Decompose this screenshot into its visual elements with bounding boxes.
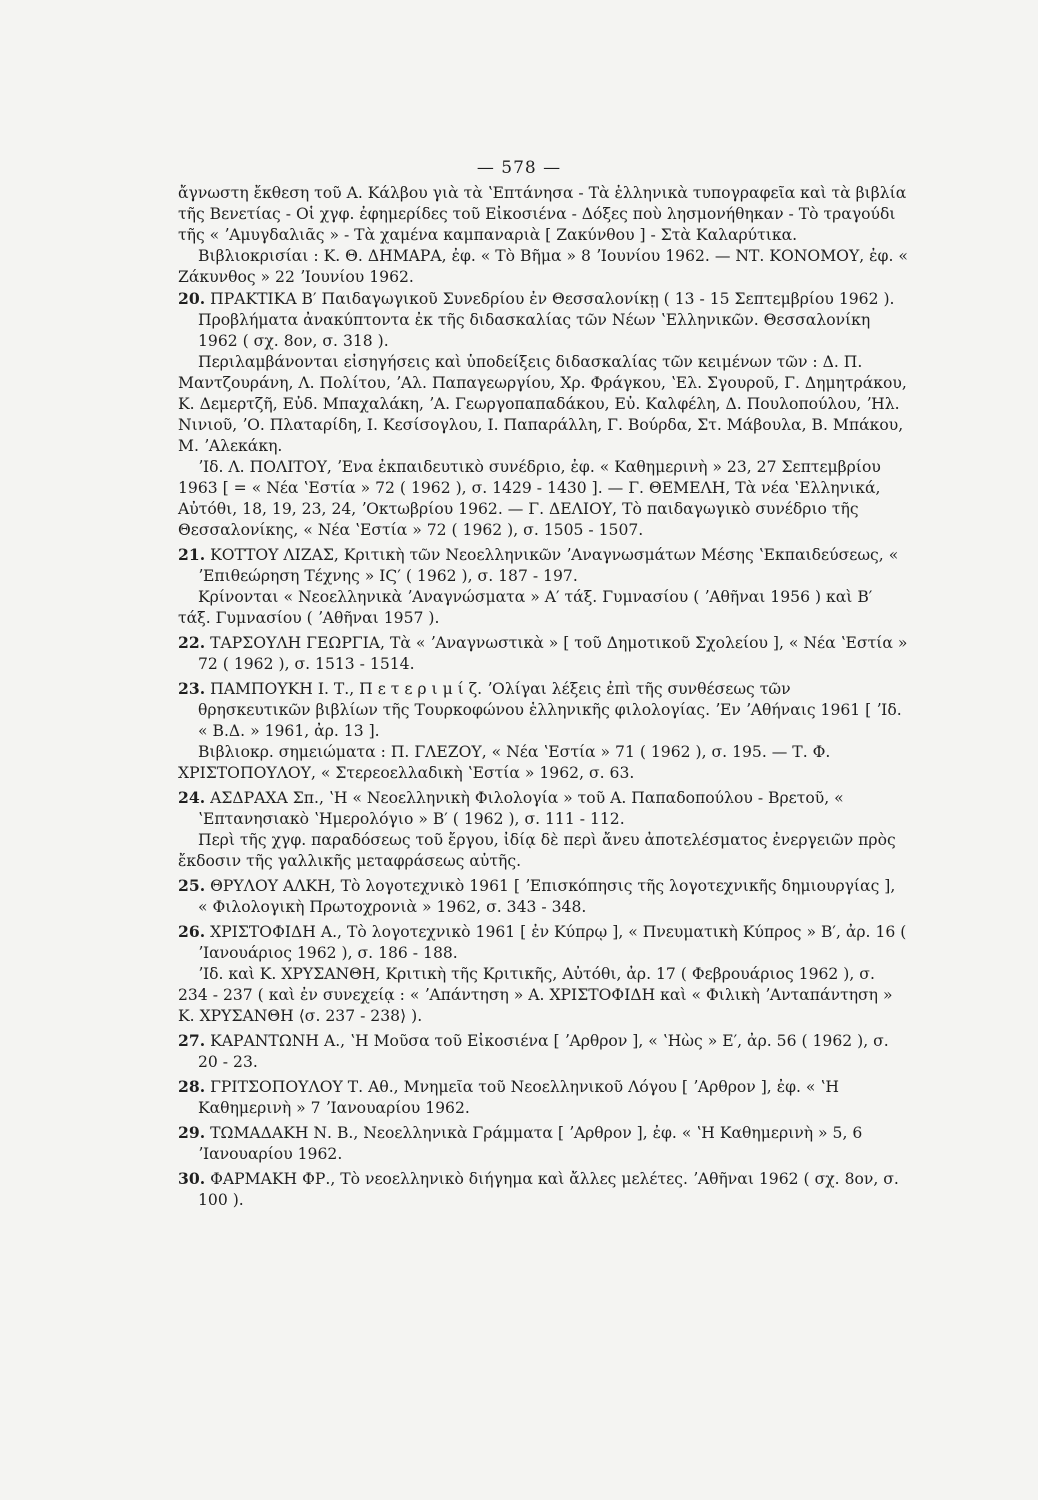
entry-heading (178, 787, 908, 830)
entry-21 (178, 544, 908, 629)
entry-heading (178, 544, 908, 587)
entry-text: ΤΩΜΑΔΑΚΗ Ν. Β., Νεοελληνικὰ Γράμματα [ ʼΑρθρον ], ἐφ. « ʽΗ Καθημερινὴ » 5, 6 ʼΙανουαρίου 1962. (198, 1124, 863, 1163)
entry-heading (178, 678, 908, 742)
entry-heading (178, 1122, 908, 1165)
entry-number: 23. (178, 679, 206, 698)
entry-text: ΧΡΙΣΤΟΦΙΔΗ Α., Τὸ λογοτεχνικὸ 1961 [ ἐν Κύπρῳ ], « Πνευματικὴ Κύπρος » Β′, ἀρ. 16 ( ʼΙανουάριος 1962 ), σ. 186 - 188. (198, 923, 907, 962)
entry-text: ΚΑΡΑΝΤΩΝΗ Α., ʽΗ Μοῦσα τοῦ Εἰκοσιένα [ ʼΑρθρον ], « ʽΗὼς » Ε′, ἀρ. 56 ( 1962 ), σ. 20 - 23. (198, 1032, 889, 1071)
entry-26 (178, 921, 908, 1027)
entry-number: 28. (178, 1077, 206, 1096)
entry-text: ΤΑΡΣΟΥΛΗ ΓΕΩΡΓΙΑ, Τὰ « ʼΑναγνωστικὰ » [ τοῦ Δημοτικοῦ Σχολείου ], « Νέα ʽΕστία » 72 ( 1962 ), σ. 1513 - 1514. (198, 634, 908, 673)
page-number: — 578 — (476, 158, 562, 178)
entry-28 (178, 1076, 908, 1119)
entry-number: 24. (178, 788, 206, 807)
entry-number: 26. (178, 922, 206, 941)
entry-number: 21. (178, 545, 206, 564)
entry-heading (178, 1076, 908, 1119)
entry-number: 29. (178, 1123, 206, 1142)
entry-note: ʼΙδ. Λ. ΠΟΛΙΤΟΥ, ʼΕνα ἐκπαιδευτικὸ συνέδριο, ἐφ. « Καθημερινὴ » 23, 27 Σεπτεμβρίου 1963 [ = « Νέα ʽΕστία » 72 ( 1962 ), σ. 1429 - 1430 ]. — Γ. ΘΕΜΕΛΗ, Τὰ νέα ʽΕλληνικά, Αὐτόθι, 18, 19, 23, 24, ʼΟκτωβρίου 1962. — Γ. ΔΕΛΙΟΥ, Τὸ παιδαγωγικὸ συνέδριο τῆς Θεσσαλονίκης, « Νέα ʽΕστία » 72 ( 1962 ), σ. 1505 - 1507. (178, 458, 881, 539)
entry-note: Περὶ τῆς χγφ. παραδόσεως τοῦ ἔργου, ἰδίᾳ δὲ περὶ ἄνευ ἀποτελέσματος ἐνεργειῶν πρὸς ἔκδοσιν τῆς γαλλικῆς μεταφράσεως αὐτῆς. (178, 831, 896, 870)
entry-text: ΠΡΑΚΤΙΚΑ Β′ Παιδαγωγικοῦ Συνεδρίου ἐν Θεσσαλονίκῃ ( 13 - 15 Σεπτεμβρίου 1962 ). Προβλήματα ἀνακύπτοντα ἐκ τῆς διδασκαλίας τῶν Νέων ʽΕλληνικῶν. Θεσσαλονίκη 1962 ( σχ. 8ον, σ. 318 ). (198, 290, 895, 350)
entry-number: 27. (178, 1031, 206, 1050)
entry-heading (178, 632, 908, 675)
entry-heading (178, 288, 908, 352)
entry-number: 20. (178, 289, 206, 308)
page-body (178, 183, 908, 1214)
entry-note: Περιλαμβάνονται εἰσηγήσεις καὶ ὑποδείξεις διδασκαλίας τῶν κειμένων τῶν : Δ. Π. Μαντζουράνη, Λ. Πολίτου, ʼΑλ. Παπαγεωργίου, Χρ. Φράγκου, ʽΕλ. Σγουροῦ, Γ. Δημητράκου, Κ. Δεμερτζῆ, Εὐδ. Μπαχαλάκη, ʼΑ. Γεωργοπαπαδάκου, Εὐ. Καλφέλη, Δ. Πουλοπούλου, ʼΗλ. Νινιοῦ, ʼΟ. Πλαταρίδη, Ι. Κεσίσογλου, Ι. Παπαράλλη, Γ. Βούρδα, Στ. Μάβουλα, Β. Μπάκου, Μ. ʼΑλεκάκη. (178, 353, 907, 455)
entry-29 (178, 1122, 908, 1165)
entry-text: ΘΡΥΛΟΥ ΑΛΚΗ, Τὸ λογοτεχνικὸ 1961 [ ʼΕπισκόπησις τῆς λογοτεχνικῆς δημιουργίας ], « Φιλολογικὴ Πρωτοχρονιὰ » 1962, σ. 343 - 348. (198, 877, 896, 916)
entry-number: 25. (178, 876, 206, 895)
entry-text: ΠΑΜΠΟΥΚΗ Ι. Τ., Π ε τ ε ρ ι μ ί ζ. ʼΟλίγαι λέξεις ἐπὶ τῆς συνθέσεως τῶν θρησκευτικῶν βιβλίων τῆς Τουρκοφώνου ἑλληνικῆς φιλολογίας. ʼΕν ʼΑθήναις 1961 [ ʼΙδ. « Β.Δ. » 1961, ἀρ. 13 ]. (198, 680, 902, 740)
entry-text: ΓΡΙΤΣΟΠΟΥΛΟΥ Τ. Αθ., Μνημεῖα τοῦ Νεοελληνικοῦ Λόγου [ ʼΑρθρον ], ἐφ. « ʽΗ Καθημερινὴ » 7 ʼΙανουαρίου 1962. (198, 1078, 839, 1117)
entry-22 (178, 632, 908, 675)
entry-24 (178, 787, 908, 872)
entry-number: 22. (178, 633, 206, 652)
entry-heading (178, 921, 908, 964)
entry-30 (178, 1168, 908, 1211)
lead-reviews: Βιβλιοκρισίαι : Κ. Θ. ΔΗΜΑΡΑ, ἐφ. « Τὸ Βῆμα » 8 ʼΙουνίου 1962. — ΝΤ. ΚΟΝΟΜΟΥ, ἐφ. « Ζάκυνθος » 22 ʼΙουνίου 1962. (178, 247, 908, 286)
lead-paragraph: ἄγνωστη ἔκθεση τοῦ Α. Κάλβου γιὰ τὰ ʽΕπτάνησα - Τὰ ἑλληνικὰ τυπογραφεῖα καὶ τὰ βιβλία τῆς Βενετίας - Οἱ χγφ. ἐφημερίδες τοῦ Εἰκοσιένα - Δόξες ποὺ λησμονήθηκαν - Τὸ τραγούδι τῆς « ʼΑμυγδαλιᾶς » - Τὰ χαμένα καμπαναριὰ [ Ζακύνθου ] - Στὰ Καλαρύτικα. (178, 184, 907, 244)
entry-text: ΦΑΡΜΑΚΗ ΦΡ., Τὸ νεοελληνικὸ διήγημα καὶ ἄλλες μελέτες. ʼΑθῆναι 1962 ( σχ. 8ον, σ. 100 ). (198, 1170, 899, 1209)
lead-block (178, 183, 908, 288)
entry-heading (178, 1168, 908, 1211)
entry-27 (178, 1030, 908, 1073)
entry-note: Βιβλιοκρ. σημειώματα : Π. ΓΛΕΖΟΥ, « Νέα ʽΕστία » 71 ( 1962 ), σ. 195. — Τ. Φ. ΧΡΙΣΤΟΠΟΥΛΟΥ, « Στερεοελλαδικὴ ʽΕστία » 1962, σ. 63. (178, 743, 831, 782)
entry-text: ΚΟΤΤΟΥ ΛΙΖΑΣ, Κριτικὴ τῶν Νεοελληνικῶν ʼΑναγνωσμάτων Μέσης ʽΕκπαιδεύσεως, « ʼΕπιθεώρηση Τέχνης » ΙϚ′ ( 1962 ), σ. 187 - 197. (198, 546, 899, 585)
entry-heading (178, 1030, 908, 1073)
entry-note: ʼΙδ. καὶ Κ. ΧΡΥΣΑΝΘΗ, Κριτικὴ τῆς Κριτικῆς, Αὐτόθι, ἀρ. 17 ( Φεβρουάριος 1962 ), σ. 234 - 237 ( καὶ ἐν συνεχείᾳ : « ʼΑπάντηση » Α. ΧΡΙΣΤΟΦΙΔΗ καὶ « Φιλικὴ ʼΑνταπάντηση » Κ. ΧΡΥΣΑΝΘΗ ⟨σ. 237 - 238⟩ ). (178, 965, 893, 1025)
entry-23 (178, 678, 908, 784)
entry-heading (178, 875, 908, 918)
entry-20 (178, 288, 908, 541)
entry-number: 30. (178, 1169, 206, 1188)
entry-text: ΑΣΔΡΑΧΑ Σπ., ʽΗ « Νεοελληνικὴ Φιλολογία » τοῦ Α. Παπαδοπούλου - Βρετοῦ, « ʽΕπτανησιακὸ ʽΗμερολόγιο » Β′ ( 1962 ), σ. 111 - 112. (198, 789, 844, 828)
entry-note: Κρίνονται « Νεοελληνικὰ ʼΑναγνώσματα » Α′ τάξ. Γυμνασίου ( ʼΑθῆναι 1956 ) καὶ Β′ τάξ. Γυμνασίου ( ʼΑθῆναι 1957 ). (178, 588, 873, 627)
entry-25 (178, 875, 908, 918)
